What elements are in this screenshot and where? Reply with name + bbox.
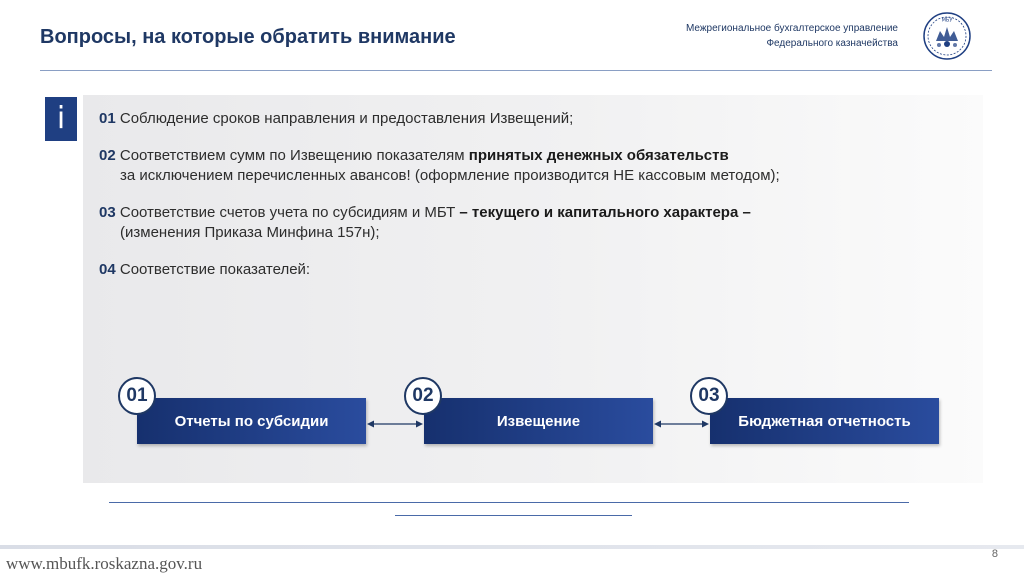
list-item [99,109,919,129]
flow-number-badge: 02 [404,377,442,415]
footer-divider [109,502,909,503]
list-item [99,146,919,186]
flow-box-notice: Извещение [424,398,653,444]
organization-name [598,21,898,51]
footer-bar [0,545,1024,549]
checklist [99,109,919,297]
item-continuation: (изменения Приказа Минфина 157н); [120,224,380,241]
org-line-1: Межрегиональное бухгалтерское управление [685,23,898,34]
item-text: Соответствие показателей: [119,261,311,278]
page-title: Вопросы, на которые обратить внимание [40,26,456,48]
item-text: Соответствием сумм по Извещению показателям [119,147,469,164]
item-text: Соблюдение сроков направления и предоставления Извещений; [119,110,574,127]
item-continuation: за исключением перечисленных авансов! (оформление производится НЕ кассовым методом); [120,167,780,184]
item-number: 02 [99,147,116,164]
list-item [99,203,919,243]
item-number: 04 [99,261,116,278]
treasury-emblem-icon [922,11,972,61]
header-divider [40,70,992,71]
item-number: 03 [99,204,116,221]
flow-number-badge: 03 [690,377,728,415]
double-arrow-icon [366,418,424,430]
org-line-2: Федерального казначейства [766,38,898,49]
page-number: 8 [991,548,998,560]
item-emphasis: – текущего и капитального характера – [459,204,751,221]
flow-box-budget-reporting: Бюджетная отчетность [710,398,939,444]
item-text: Соответствие счетов учета по субсидиям и МБТ [119,204,460,221]
info-icon: i [45,97,77,141]
logo-text: МБУ [941,17,953,24]
footer-divider-short [395,515,632,516]
item-number: 01 [99,110,116,127]
flow-number-badge: 01 [118,377,156,415]
flow-box-subsidy-reports: Отчеты по субсидии [137,398,366,444]
website-link[interactable]: www.mbufk.roskazna.gov.ru [6,554,203,573]
double-arrow-icon [653,418,710,430]
list-item [99,260,919,280]
item-emphasis: принятых денежных обязательств [468,147,729,164]
